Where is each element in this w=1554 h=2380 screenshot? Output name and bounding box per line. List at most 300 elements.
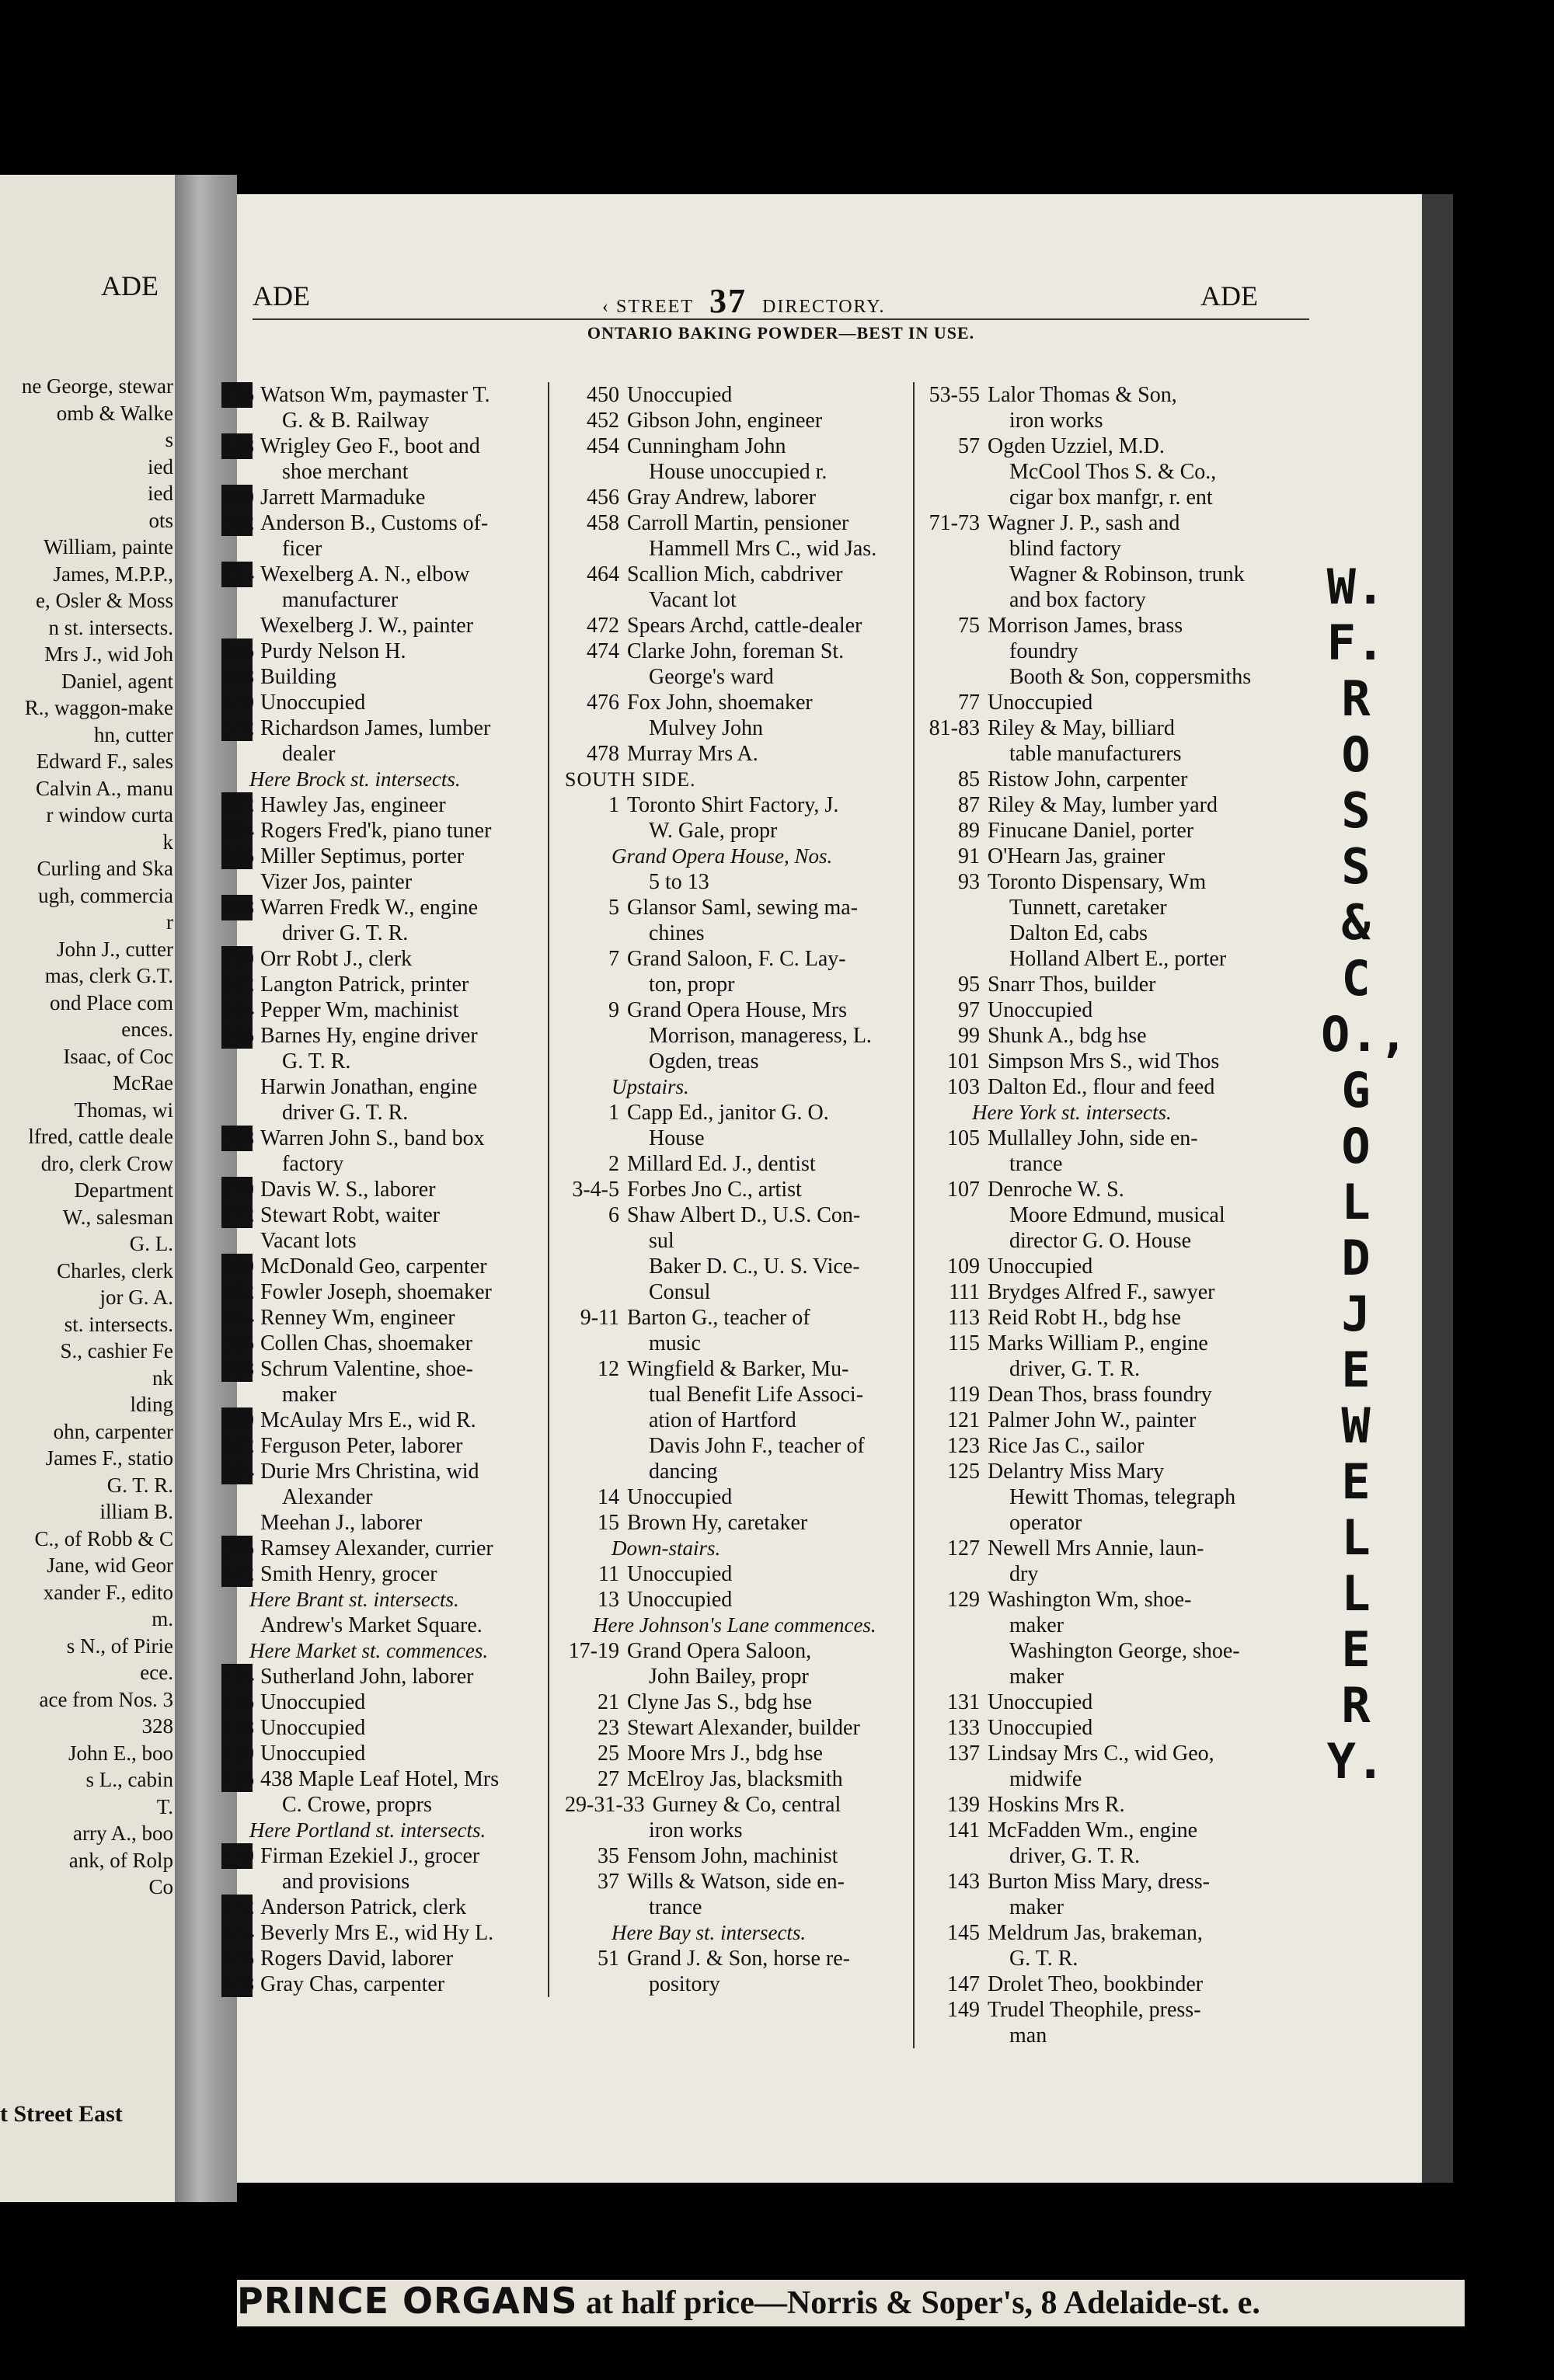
entry-text: Davis John F., teacher of [649, 1434, 865, 1458]
directory-entry [925, 946, 1329, 972]
house-number: 364 [221, 998, 254, 1022]
left-page-line: Thomas, wi [74, 1098, 173, 1122]
directory-entry [925, 382, 1329, 408]
entry-text: operator [1009, 1511, 1082, 1535]
entry-text: Grand Saloon, F. C. Lay- [627, 947, 846, 971]
entry-text: Renney Wm, engineer [260, 1306, 455, 1330]
house-number: 1 [608, 793, 619, 817]
house-number: 328 [221, 434, 254, 458]
entry-text: Stewart Alexander, builder [627, 1716, 860, 1740]
vertical-ad-glyph: L [1341, 1509, 1371, 1566]
house-number: 37 [598, 1870, 619, 1894]
house-number: 107 [947, 1178, 980, 1202]
entry-text: Richardson James, lumber [260, 716, 491, 740]
entry-text: Toronto Shirt Factory, J. [627, 793, 839, 817]
vertical-ad-glyph: W [1341, 1397, 1371, 1454]
entry-text: Meehan J., laborer [260, 1511, 423, 1535]
entry-text: Miller Septimus, porter [260, 844, 465, 868]
entry-text: ton, propr [649, 973, 735, 997]
entry-text: pository [649, 1972, 720, 1996]
left-page-line: McRae [113, 1071, 173, 1094]
directory-entry [925, 792, 1329, 818]
left-page-line: Edward F., sales [36, 750, 173, 773]
house-number: 478 [587, 742, 619, 766]
house-number: 87 [958, 793, 980, 817]
entry-text: Lalor Thomas & Son, [988, 383, 1177, 407]
vertical-ad-glyph: Y. [1326, 1733, 1385, 1790]
left-page-line: 328 [141, 1714, 173, 1738]
house-number: 115 [948, 1331, 980, 1355]
entry-text: John Bailey, propr [649, 1665, 809, 1689]
left-page-line: xander F., edito [43, 1580, 173, 1604]
house-number: 77 [958, 691, 980, 715]
entry-text: Gibson John, engineer [627, 409, 823, 433]
directory-entry [925, 972, 1329, 997]
side-heading: SOUTH SIDE. [565, 768, 696, 791]
entry-text: dealer [282, 742, 336, 766]
entry-text: Murray Mrs A. [627, 742, 758, 766]
entry-text: maker [1009, 1613, 1064, 1637]
directory-entry [925, 1766, 1329, 1792]
directory-entry [925, 818, 1329, 844]
house-number: 326 [221, 383, 254, 407]
entry-text: Washington Wm, shoe- [988, 1588, 1192, 1612]
entry-text: Anderson Patrick, clerk [260, 1895, 467, 1919]
house-number: 342 [221, 716, 254, 740]
house-number: 430 [221, 1742, 254, 1766]
entry-text: Unoccupied [988, 691, 1093, 715]
entry-text: Barnes Hy, engine driver [260, 1024, 478, 1048]
house-number: 123 [947, 1434, 980, 1458]
house-number: 458 [587, 511, 619, 535]
entry-text: Scallion Mich, cabdriver [627, 562, 843, 586]
house-number: 360 [221, 947, 254, 971]
entry-text: O'Hearn Jas, grainer [988, 844, 1166, 868]
entry-text: Vacant lots [260, 1229, 357, 1253]
entry-text: Lindsay Mrs C., wid Geo, [988, 1742, 1214, 1766]
entry-text: dry [1009, 1562, 1039, 1586]
vertical-ad-glyph: O [1341, 1118, 1371, 1174]
house-number: 149 [947, 1998, 980, 2022]
house-number: 450 [587, 383, 619, 407]
directory-entry [925, 1946, 1329, 1971]
entry-text: Smith Henry, grocer [260, 1562, 437, 1586]
entry-text: Morrison, manageress, L. [649, 1024, 872, 1048]
house-number: 372 [221, 1203, 254, 1227]
entry-text: Clyne Jas S., bdg hse [627, 1690, 812, 1714]
section-note: Down-stairs. [611, 1536, 721, 1560]
left-page-line: s L., cabin [85, 1768, 173, 1791]
left-page-line: W., salesman [62, 1205, 173, 1229]
entry-text: Brydges Alfred F., sawyer [988, 1280, 1215, 1304]
entry-text: Wagner J. P., sash and [988, 511, 1180, 535]
entry-text: Marks William P., engine [988, 1331, 1208, 1355]
section-note: Here Bay st. intersects. [611, 1921, 807, 1944]
entry-text: Snarr Thos, builder [988, 973, 1156, 997]
house-number: 113 [948, 1306, 980, 1330]
left-page-line: John E., boo [68, 1741, 173, 1765]
left-page-header: ADE [101, 270, 159, 301]
left-page-fragment [0, 175, 175, 2202]
entry-text: Washington George, shoe- [1009, 1639, 1240, 1663]
entry-text: Shaw Albert D., U.S. Con- [627, 1203, 861, 1227]
entry-text: Hoskins Mrs R. [988, 1793, 1125, 1817]
house-number: 111 [949, 1280, 980, 1304]
entry-text: foundry [1009, 639, 1078, 663]
header-street: STREET [616, 297, 694, 317]
entry-text: Toronto Dispensary, Wm [988, 870, 1207, 894]
left-page-line: ece. [140, 1661, 173, 1684]
vertical-advertisement [1321, 558, 1408, 2113]
entry-text: maker [1009, 1665, 1064, 1689]
house-number: 141 [947, 1818, 980, 1842]
vertical-ad-glyph: & [1341, 894, 1371, 951]
entry-text: Baker D. C., U. S. Vice- [649, 1254, 860, 1279]
entry-text: Wexelberg J. W., painter [260, 614, 474, 638]
header-right: ADE [1200, 280, 1258, 311]
house-number: 35 [598, 1844, 619, 1868]
house-number: 476 [587, 691, 619, 715]
left-page-line: ied [148, 482, 173, 505]
house-number: 71-73 [929, 511, 980, 535]
left-page-line: ied [148, 454, 173, 478]
house-number: 368 [221, 1126, 254, 1150]
entry-text: Unoccupied [260, 1742, 366, 1766]
left-page-lines [0, 373, 175, 1901]
directory-entry [925, 920, 1329, 946]
entry-text: Wingfield & Barker, Mu- [627, 1357, 849, 1381]
left-page-line: r window curta [46, 803, 173, 826]
entry-text: Wrigley Geo F., boot and [260, 434, 480, 458]
entry-text: tual Benefit Life Associ- [649, 1383, 864, 1407]
section-note: Grand Opera House, Nos. [611, 844, 833, 868]
left-page-line: r [166, 910, 173, 934]
section-note: Upstairs. [611, 1075, 689, 1098]
house-number: 99 [958, 1024, 980, 1048]
house-number: 57 [958, 434, 980, 458]
directory-entry [925, 1971, 1329, 1997]
entry-text: Dalton Ed, cabs [1009, 921, 1148, 945]
left-page-line: T. [156, 1794, 173, 1818]
house-number: 338 [221, 665, 254, 689]
entry-text: Grand J. & Son, horse re- [627, 1947, 850, 1971]
entry-text: G. & B. Railway [282, 409, 429, 433]
vertical-ad-glyph: L [1341, 1565, 1371, 1622]
entry-text: Hewitt Thomas, telegraph [1009, 1485, 1236, 1509]
left-page-line: arry A., boo [73, 1822, 173, 1845]
entry-text: Dalton Ed., flour and feed [988, 1075, 1215, 1099]
directory-entry [925, 1792, 1329, 1818]
house-number: 3-4-5 [572, 1178, 619, 1202]
directory-entry [925, 1177, 1329, 1202]
entry-text: Purdy Nelson H. [260, 639, 406, 663]
directory-entry [925, 1741, 1329, 1766]
directory-entry [925, 715, 1329, 741]
entry-text: driver G. T. R. [282, 921, 409, 945]
left-page-line: n st. intersects. [48, 615, 173, 639]
entry-text: Vacant lot [649, 588, 737, 612]
directory-entry [925, 1843, 1329, 1869]
directory-entry [925, 433, 1329, 459]
house-number: 15 [598, 1511, 619, 1535]
entry-text: Unoccupied [627, 1485, 733, 1509]
house-number: 444 [221, 1921, 254, 1945]
left-page-line: ank, of Rolp [68, 1848, 173, 1872]
directory-entry [925, 1484, 1329, 1510]
house-number: 384 [221, 1306, 254, 1330]
entry-text: factory [282, 1152, 344, 1176]
left-page-line: Jane, wid Geor [47, 1554, 173, 1577]
entry-text: driver, G. T. R. [1009, 1357, 1141, 1381]
section-note: Here Market st. commences. [249, 1639, 489, 1662]
directory-entry [925, 767, 1329, 792]
entry-text: Delantry Miss Mary [988, 1460, 1165, 1484]
left-page-line: ugh, commercia [38, 883, 173, 907]
entry-text: Burton Miss Mary, dress- [988, 1870, 1210, 1894]
directory-entry [925, 741, 1329, 767]
entry-text: G. T. R. [1009, 1947, 1078, 1971]
entry-text: Denroche W. S. [988, 1178, 1124, 1202]
house-number: 474 [587, 639, 619, 663]
house-number: 5 [608, 896, 619, 920]
entry-text: trance [649, 1895, 702, 1919]
entry-text: dancing [649, 1460, 718, 1484]
directory-entry [925, 1151, 1329, 1177]
house-number: 101 [947, 1049, 980, 1073]
left-page-line: James F., statio [45, 1446, 173, 1470]
section-note: Here York st. intersects. [972, 1101, 1172, 1124]
entry-text: Brown Hy, caretaker [627, 1511, 808, 1535]
house-number: 127 [947, 1536, 980, 1561]
entry-text: ficer [282, 537, 322, 561]
directory-entry [925, 536, 1329, 562]
entry-text: trance [1009, 1152, 1063, 1176]
entry-text: Palmer John W., painter [988, 1408, 1197, 1432]
directory-entry [925, 1331, 1329, 1356]
entry-text: Spears Archd, cattle-dealer [627, 614, 862, 638]
directory-entry [925, 1664, 1329, 1689]
entry-text: Pepper Wm, machinist [260, 998, 459, 1022]
vertical-ad-glyph: G [1341, 1062, 1371, 1119]
directory-entry [925, 562, 1329, 587]
entry-text: Unoccupied [988, 1690, 1093, 1714]
house-number: 103 [947, 1075, 980, 1099]
house-number: 105 [947, 1126, 980, 1150]
directory-entry [925, 1818, 1329, 1843]
house-number: 21 [598, 1690, 619, 1714]
entry-text: House unoccupied r. [649, 460, 828, 484]
left-page-line: mas, clerk G.T. [44, 964, 173, 987]
entry-text: Consul [649, 1280, 711, 1304]
entry-text: Finucane Daniel, porter [988, 819, 1194, 843]
section-note: Here Portland st. intersects. [249, 1818, 486, 1842]
entry-text: McAulay Mrs E., wid R. [260, 1408, 476, 1432]
house-number: 137 [947, 1742, 980, 1766]
directory-entry [925, 1587, 1329, 1613]
left-page-line: Isaac, of Coc [63, 1044, 173, 1068]
entry-text: Sutherland John, laborer [260, 1665, 474, 1689]
left-page-line: Calvin A., manu [36, 776, 173, 800]
entry-text: Vizer Jos, painter [260, 870, 413, 894]
house-number: 388 [221, 1357, 254, 1381]
entry-text: Moore Edmund, musical [1009, 1203, 1225, 1227]
entry-text: Carroll Martin, pensioner [627, 511, 849, 535]
house-number: 402 [221, 1562, 254, 1586]
entry-text: Rice Jas C., sailor [988, 1434, 1145, 1458]
directory-entry [925, 1689, 1329, 1715]
left-page-line: William, painte [44, 535, 173, 558]
entry-text: Watson Wm, paymaster T. [260, 383, 490, 407]
directory-entry [925, 1638, 1329, 1664]
left-page-line: lding [130, 1393, 173, 1416]
vertical-ad-glyph: S [1341, 838, 1371, 895]
entry-text: and provisions [282, 1870, 410, 1894]
house-number: 380 [221, 1254, 254, 1279]
header-left: ADE [253, 280, 310, 311]
house-number: 29-31-33 [565, 1793, 645, 1817]
left-page-line: ohn, carpenter [53, 1419, 173, 1443]
directory-entry [925, 1869, 1329, 1895]
left-page-footer: t Street East [0, 2101, 123, 2127]
vertical-ad-glyph: E [1341, 1621, 1371, 1678]
entry-text: chines [649, 921, 705, 945]
footer-ad-headline: PRINCE ORGANS [237, 2280, 578, 2322]
directory-entry [925, 690, 1329, 715]
entry-text: table manufacturers [1009, 742, 1182, 766]
entry-text: Unoccupied [988, 1254, 1093, 1279]
left-page-line: James, M.P.P., [53, 562, 173, 586]
directory-entry [925, 1126, 1329, 1151]
directory-entry [925, 1382, 1329, 1407]
entry-text: Rogers David, laborer [260, 1947, 454, 1971]
entry-text: Firman Ezekiel J., grocer [260, 1844, 480, 1868]
entry-text: man [1009, 2023, 1047, 2048]
left-page-line: ences. [121, 1018, 173, 1041]
left-page-line: ace from Nos. 3 [39, 1687, 173, 1711]
left-page-line: C., of Robb & C [34, 1526, 173, 1550]
entry-text: Unoccupied [627, 383, 733, 407]
entry-text: Mulvey John [649, 716, 763, 740]
entry-text: Gray Andrew, laborer [627, 485, 817, 510]
house-number: 129 [947, 1588, 980, 1612]
house-number: 139 [947, 1793, 980, 1817]
house-number: 143 [947, 1870, 980, 1894]
entry-text: McElroy Jas, blacksmith [627, 1767, 843, 1791]
house-number: 446 [221, 1947, 254, 1971]
entry-text: 438 Maple Leaf Hotel, Mrs [260, 1767, 500, 1791]
entry-text: Warren Fredk W., engine [260, 896, 478, 920]
directory-entry [925, 1895, 1329, 1920]
directory-entry [925, 408, 1329, 433]
left-page-line: s N., of Pirie [66, 1634, 173, 1658]
entry-text: maker [1009, 1895, 1064, 1919]
entry-text: Alexander [282, 1485, 373, 1509]
house-number: 9 [608, 998, 619, 1022]
entry-text: McDonald Geo, carpenter [260, 1254, 487, 1279]
left-page-line: Department [74, 1178, 173, 1202]
entry-text: driver, G. T. R. [1009, 1844, 1141, 1868]
house-number: 454 [587, 434, 619, 458]
house-number: 145 [947, 1921, 980, 1945]
house-number: 11 [598, 1562, 619, 1586]
left-page-line: R., waggon-make [24, 696, 173, 719]
entry-text: G. T. R. [282, 1049, 351, 1073]
house-number: 13 [598, 1588, 619, 1612]
entry-text: Riley & May, lumber yard [988, 793, 1218, 817]
house-number: 133 [947, 1716, 980, 1740]
book-spine [1422, 194, 1453, 2183]
entry-text: Unoccupied [988, 1716, 1093, 1740]
house-number: 121 [947, 1408, 980, 1432]
entry-text: director G. O. House [1009, 1229, 1192, 1253]
left-page-line: Co [148, 1875, 173, 1898]
entry-text: Anderson B., Customs of- [260, 511, 489, 535]
directory-entry [925, 1254, 1329, 1279]
directory-entry [925, 1536, 1329, 1561]
entry-text: Capp Ed., janitor G. O. [627, 1101, 829, 1125]
entry-text: House [649, 1126, 705, 1150]
house-number: 356 [221, 844, 254, 868]
entry-text: blind factory [1009, 537, 1121, 561]
directory-page [221, 194, 1422, 2322]
entry-text: Orr Robt J., clerk [260, 947, 413, 971]
house-number: 75 [958, 614, 980, 638]
house-number: 424 [221, 1665, 254, 1689]
left-page-line: lfred, cattle deale [28, 1125, 173, 1148]
left-page-line: Mrs J., wid Joh [44, 642, 173, 666]
entry-text: Simpson Mrs S., wid Thos [988, 1049, 1220, 1073]
house-number: 51 [598, 1947, 619, 1971]
entry-text: Grand Opera Saloon, [627, 1639, 812, 1663]
house-number: 12 [598, 1357, 619, 1381]
left-page-line: G. L. [129, 1232, 173, 1255]
entry-text: Hammell Mrs C., wid Jas. [649, 537, 877, 561]
entry-text: Gurney & Co, central [652, 1793, 841, 1817]
directory-entry [925, 1459, 1329, 1484]
entry-text: music [649, 1331, 701, 1355]
house-number: 340 [221, 691, 254, 715]
directory-entry [925, 895, 1329, 920]
directory-entry [925, 587, 1329, 613]
left-page-line: Curling and Ska [37, 857, 173, 880]
entry-text: Tunnett, caretaker [1009, 896, 1167, 920]
house-number: 370 [221, 1178, 254, 1202]
directory-entry [925, 1202, 1329, 1228]
entry-text: manufacturer [282, 588, 399, 612]
house-number: 85 [958, 767, 980, 792]
left-page-line: dro, clerk Crow [40, 1151, 173, 1175]
entry-text: ation of Hartford [649, 1408, 796, 1432]
house-number: 91 [958, 844, 980, 868]
left-page-line: Daniel, agent [61, 669, 173, 693]
left-page-line: G. T. R. [106, 1473, 173, 1497]
header-center: ‹ STREET 37 DIRECTORY. [602, 282, 886, 320]
header-directory: DIRECTORY. [762, 297, 886, 317]
entry-text: Building [260, 665, 337, 689]
entry-text: Newell Mrs Annie, laun- [988, 1536, 1204, 1561]
entry-text: Unoccupied [627, 1588, 733, 1612]
house-number: 109 [947, 1254, 980, 1279]
section-note: Here Johnson's Lane commences. [593, 1613, 876, 1637]
entry-text: Grand Opera House, Mrs [627, 998, 848, 1022]
directory-entry [925, 997, 1329, 1023]
directory-entry [925, 869, 1329, 895]
house-number: 448 [221, 1972, 254, 1996]
left-page-line: s [165, 428, 173, 451]
house-number: 382 [221, 1280, 254, 1304]
left-page-line: omb & Walke [56, 401, 173, 425]
footer-advertisement [237, 2280, 1465, 2326]
